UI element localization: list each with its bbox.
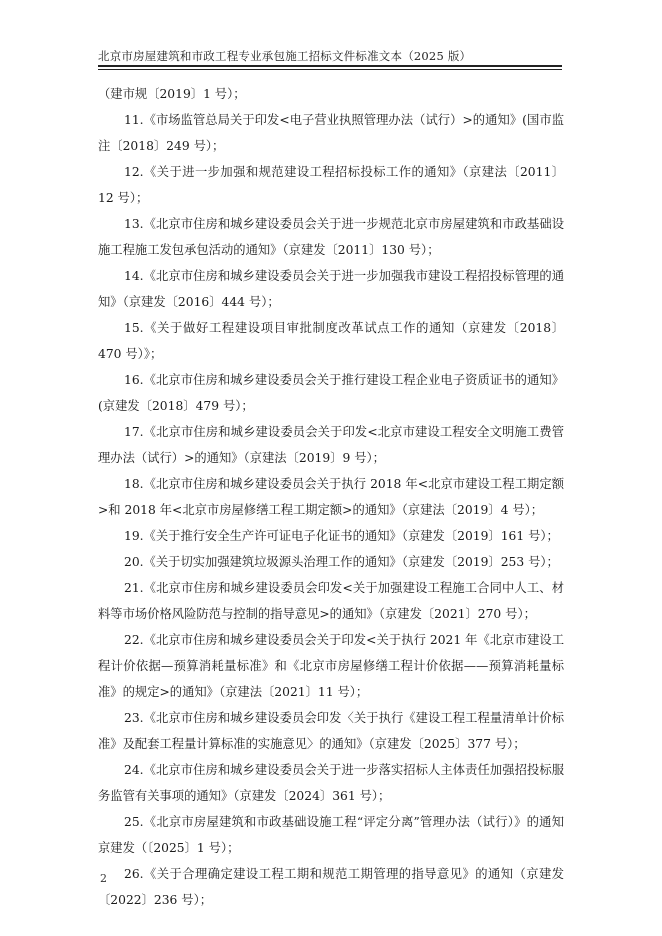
page-number: 2: [100, 872, 107, 885]
regulation-item: [98, 471, 564, 523]
regulation-item: [98, 367, 564, 419]
page-header: 北京市房屋建筑和市政工程专业承包施工招标文件标准文本（2025 版）: [98, 49, 472, 63]
regulation-item: [98, 159, 564, 211]
regulation-item: [98, 627, 564, 705]
regulation-item: [98, 575, 564, 627]
regulation-item: [98, 705, 564, 757]
regulation-item: [98, 211, 564, 263]
regulation-item-text: 11.《市场监管总局关于印发<电子营业执照管理办法（试行）>的通知》(国市监注〔2018〕249 号）；: [98, 113, 564, 153]
regulation-item-text: 18.《北京市住房和城乡建设委员会关于执行 2018 年<北京市建设工程工期定额>和 2018 年<北京市房屋修缮工程工期定额>的通知》（京建法〔2019〕4 号）；: [98, 477, 564, 517]
regulation-item: [98, 315, 564, 367]
regulation-item-text: 20.《关于切实加强建筑垃圾源头治理工作的通知》（京建发〔2019〕253 号）；: [124, 555, 559, 569]
regulation-item-text: 24.《北京市住房和城乡建设委员会关于进一步落实招标人主体责任加强招投标服务监管有关事项的通知》（京建发〔2024〕361 号）；: [98, 763, 564, 803]
regulation-item-text: 23.《北京市住房和城乡建设委员会印发〈关于执行《建设工程工程量清单计价标准》及配套工程量计算标准的实施意见〉的通知》（京建发〔2025〕377 号）；: [98, 711, 564, 751]
regulation-item-text: 15.《关于做好工程建设项目审批制度改革试点工作的通知（京建发〔2018〕470 号）》；: [98, 321, 564, 361]
regulation-item-text: 12.《关于进一步加强和规范建设工程招标投标工作的通知》（京建法〔2011〕12 号）；: [98, 165, 564, 205]
regulation-item: [98, 861, 564, 913]
regulation-item: [98, 549, 564, 575]
regulation-item-text: 14.《北京市住房和城乡建设委员会关于进一步加强我市建设工程招投标管理的通知》（京建发〔2016〕444 号）；: [98, 269, 564, 309]
header-rule-thick: [98, 65, 562, 67]
regulation-item: [98, 263, 564, 315]
regulation-item-text: 21.《北京市住房和城乡建设委员会印发<关于加强建设工程施工合同中人工、材料等市场价格风险防范与控制的指导意见>的通知》（京建发〔2021〕270 号）；: [98, 581, 564, 621]
regulation-item: [98, 107, 564, 159]
header-rule-thin: [98, 69, 562, 70]
document-body: [98, 81, 564, 913]
regulation-item-text: 13.《北京市住房和城乡建设委员会关于进一步规范北京市房屋建筑和市政基础设施工程施工发包承包活动的通知》（京建发〔2011〕130 号）；: [98, 217, 564, 257]
regulation-item: [98, 419, 564, 471]
regulation-item: [98, 81, 564, 107]
regulation-item: [98, 757, 564, 809]
regulation-item-text: （建市规〔2019〕1 号）；: [98, 87, 246, 101]
regulation-item-text: 22.《北京市住房和城乡建设委员会关于印发<关于执行 2021 年《北京市建设工程计价依据—预算消耗量标准》和《北京市房屋修缮工程计价依据——预算消耗量标准》的规定>的通知》（京建法〔2021〕11 号）；: [98, 633, 564, 699]
regulation-item-text: 17.《北京市住房和城乡建设委员会关于印发<北京市建设工程安全文明施工费管理办法（试行）>的通知》（京建法〔2019〕9 号）；: [98, 425, 564, 465]
regulation-item: [98, 809, 564, 861]
regulation-item-text: 25.《北京市房屋建筑和市政基础设施工程“评定分离”管理办法（试行）》的通知京建发（〔2025〕1 号）；: [98, 815, 564, 855]
regulation-item-text: 19.《关于推行安全生产许可证电子化证书的通知》（京建发〔2019〕161 号）；: [124, 529, 559, 543]
regulation-item-text: 16.《北京市住房和城乡建设委员会关于推行建设工程企业电子资质证书的通知》(京建发〔2018〕479 号）；: [98, 373, 564, 413]
regulation-item: [98, 523, 564, 549]
regulation-item-text: 26.《关于合理确定建设工程工期和规范工期管理的指导意见》的通知（京建发〔2022〕236 号）；: [98, 867, 564, 907]
